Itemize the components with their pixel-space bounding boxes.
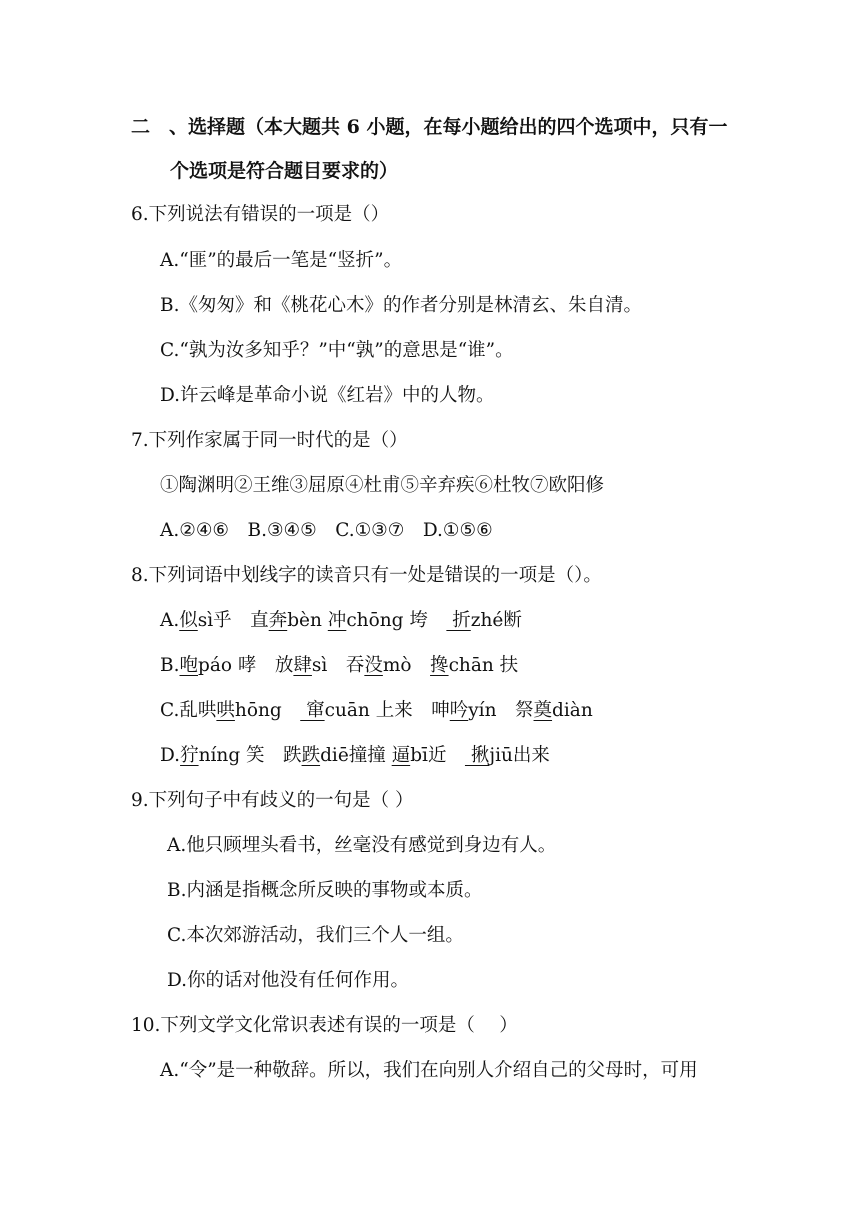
question-9-option-d: D.你的话对他没有任何作用。 bbox=[167, 970, 410, 991]
question-7-stem: 7.下列作家属于同一时代的是（） bbox=[131, 430, 408, 451]
underlined-character: 搀 bbox=[430, 655, 449, 676]
text-segment: C.乱哄 bbox=[160, 700, 217, 721]
question-9-option-c: C.本次郊游活动，我们三个人一组。 bbox=[167, 925, 464, 946]
question-8-stem: 8.下列词语中划线字的读音只有一处是错误的一项是（）。 bbox=[131, 565, 602, 586]
text-segment: B. bbox=[160, 655, 180, 676]
underlined-character: 冲 bbox=[327, 610, 347, 631]
text-segment: sì乎 直 bbox=[197, 610, 269, 631]
question-10-stem: 10.下列文学文化常识表述有误的一项是（ ） bbox=[131, 1015, 518, 1036]
question-8-option-b bbox=[160, 653, 518, 679]
text-segment: diē撞撞 bbox=[320, 745, 392, 766]
underlined-character: 咆 bbox=[179, 655, 198, 676]
question-10-option-a: A.“令”是一种敬辞。所以，我们在向别人介绍自己的父母时，可用 bbox=[160, 1060, 698, 1081]
question-6-option-b: B.《匆匆》和《桃花心木》的作者分别是林清玄、朱自清。 bbox=[160, 295, 642, 316]
text-segment: yín 祭 bbox=[468, 700, 534, 721]
text-segment: sì 吞 bbox=[311, 655, 365, 676]
underlined-character: 肆 bbox=[293, 655, 312, 676]
underlined-character: 窜 bbox=[300, 700, 325, 721]
text-segment: cuān 上来 呻 bbox=[324, 700, 450, 721]
question-6-option-c: C.“孰为汝多知乎？”中“孰”的意思是“谁”。 bbox=[160, 340, 514, 361]
section-heading-line1: 二 、选择题（本大题共 6 小题，在每小题给出的四个选项中，只有一 bbox=[131, 116, 728, 138]
underlined-character: 没 bbox=[364, 655, 383, 676]
section-heading-line2: 个选项是符合题目要求的） bbox=[170, 160, 399, 182]
underlined-character: 奠 bbox=[533, 700, 553, 721]
question-6-option-a: A.“匪”的最后一笔是“竖折”。 bbox=[160, 250, 403, 271]
question-8-option-a bbox=[160, 608, 522, 634]
text-segment: jiū出来 bbox=[489, 745, 550, 766]
text-segment: hōng bbox=[234, 700, 301, 721]
text-segment: D. bbox=[160, 745, 181, 766]
text-segment: zhé断 bbox=[470, 610, 522, 631]
question-7-options: A.②④⑥ B.③④⑤ C.①③⑦ D.①⑤⑥ bbox=[160, 520, 493, 541]
question-9-option-a: A.他只顾埋头看书，丝毫没有感觉到身边有人。 bbox=[167, 835, 557, 856]
question-8-option-d bbox=[160, 743, 550, 769]
text-segment: bèn bbox=[287, 610, 328, 631]
underlined-character: 哄 bbox=[216, 700, 235, 721]
text-segment: bī近 bbox=[410, 745, 465, 766]
text-segment: mò bbox=[382, 655, 431, 676]
question-9-stem: 9.下列句子中有歧义的一句是（ ） bbox=[131, 790, 414, 811]
text-segment: chān 扶 bbox=[448, 655, 519, 676]
underlined-character: 跌 bbox=[301, 745, 321, 766]
underlined-character: 狞 bbox=[180, 745, 199, 766]
question-6-option-d: D.许云峰是革命小说《红岩》中的人物。 bbox=[160, 385, 495, 406]
question-7-author-list: ①陶渊明②王维③屈原④杜甫⑤辛弃疾⑥杜牧⑦欧阳修 bbox=[160, 475, 605, 496]
underlined-character: 似 bbox=[179, 610, 198, 631]
text-segment: chōng 垮 bbox=[346, 610, 447, 631]
text-segment: diàn bbox=[552, 700, 593, 721]
question-8-option-c bbox=[160, 698, 593, 724]
underlined-character: 吟 bbox=[449, 700, 469, 721]
underlined-character: 揪 bbox=[464, 745, 490, 766]
question-9-option-b: B.内涵是指概念所反映的事物或本质。 bbox=[167, 880, 483, 901]
text-segment: páo 哮 放 bbox=[198, 655, 294, 676]
underlined-character: 折 bbox=[446, 610, 471, 631]
underlined-character: 逼 bbox=[391, 745, 411, 766]
text-segment: níng 笑 跌 bbox=[198, 745, 302, 766]
question-6-stem: 6.下列说法有错误的一项是（） bbox=[131, 204, 390, 225]
underlined-character: 奔 bbox=[268, 610, 288, 631]
text-segment: A. bbox=[160, 610, 180, 631]
